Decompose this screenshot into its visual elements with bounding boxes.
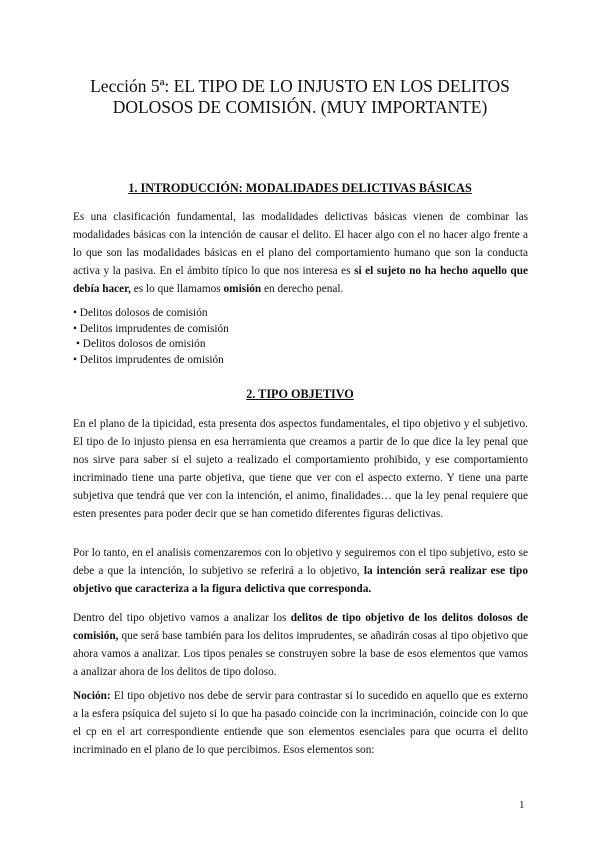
section-2-paragraph-4: [73, 687, 528, 759]
section-1-paragraph: [73, 208, 528, 298]
text-run: Por lo tanto, en el analisis comenzaremos con lo objetivo y seguiremos con el tipo subjetivo, esto se debe a que la intención, lo subjetivo se referirá a lo objetivo,: [73, 547, 528, 577]
bold-run: si el sujeto no ha hecho aquello que debía hacer,: [73, 265, 528, 295]
section-2-paragraph-2: [73, 544, 528, 598]
bold-run: Noción:: [73, 690, 111, 702]
text-run: Dentro del tipo objetivo vamos a analizar los: [73, 612, 291, 624]
list-item: • Delitos imprudentes de omisión: [73, 353, 528, 369]
modalities-list: [73, 306, 528, 368]
list-item: • Delitos dolosos de omisión: [73, 337, 528, 353]
page-number: 1: [519, 799, 525, 811]
section-2-heading: 2. TIPO OBJETIVO: [246, 387, 354, 401]
list-item: • Delitos dolosos de comisión: [73, 306, 528, 322]
text-run: El tipo objetivo nos debe de servir para contrastar si lo sucedido en aquello que es externo a la esfera psíquica del sujeto si lo que ha pasado coincide con la incriminación, coincide con lo que el cp en el art correspondiente entiende que son elementos esenciales para que ocurra el delito incriminado en el plano de lo que percibimos. Esos elementos son:: [73, 690, 528, 756]
text-run: Es una clasificación fundamental, las modalidades delictivas básicas vienen de combinar las modalidades básicas con la intención de causar el delito. El hacer algo con el no hacer algo frente a lo que son las modalidades básicas en el plano del comportamiento humano que son la conducta activa y la pasiva. En el ámbito típico lo que nos interesa es: [73, 211, 528, 277]
list-item: • Delitos imprudentes de comisión: [73, 322, 528, 338]
bold-run: delitos de tipo objetivo de los delitos dolosos de comisión,: [73, 612, 528, 642]
section-1-heading: 1. INTRODUCCIÓN: MODALIDADES DELICTIVAS BÁSICAS: [128, 181, 472, 195]
title-line-1: Lección 5ª: EL TIPO DE LO INJUSTO EN LOS DELITOS: [90, 76, 510, 96]
bold-run: la intención será realizar ese tipo objetivo que caracteriza a la figura delictiva que corresponda.: [73, 565, 528, 595]
page-title: [60, 76, 540, 118]
section-2-paragraph-1: En el plano de la tipicidad, esta presenta dos aspectos fundamentales, el tipo objetivo y el subjetivo. El tipo de lo injusto piensa en esa herramienta que creamos a partir de lo que dice la ley penal que nos sirve para saber si el sujeto a realizado el comportamiento prohibido, y ese comportamiento incriminado tiene una parte objetiva, que tiene que ver con el aspecto externo. Y tiene una parte subjetiva que tendrá que ver con la intención, el animo, finalidades… que la ley penal requiere que esten presentes para poder decir que se han cometido diferentes figuras delictivas.: [73, 418, 528, 520]
section-2-paragraph-3: [73, 609, 528, 681]
text-run: es lo que llamamos: [130, 283, 224, 295]
bold-run: omisión: [223, 283, 262, 295]
title-line-2: DOLOSOS DE COMISIÓN. (MUY IMPORTANTE): [112, 97, 488, 117]
text-run: que será base también para los delitos imprudentes, se añadirán cosas al tipo objetivo que ahora vamos a analizar. Los tipos penales se construyen sobre la base de esos elementos que vamos a analizar ahora de los delitos de tipo doloso.: [73, 630, 528, 678]
text-run: en derecho penal.: [261, 283, 344, 295]
